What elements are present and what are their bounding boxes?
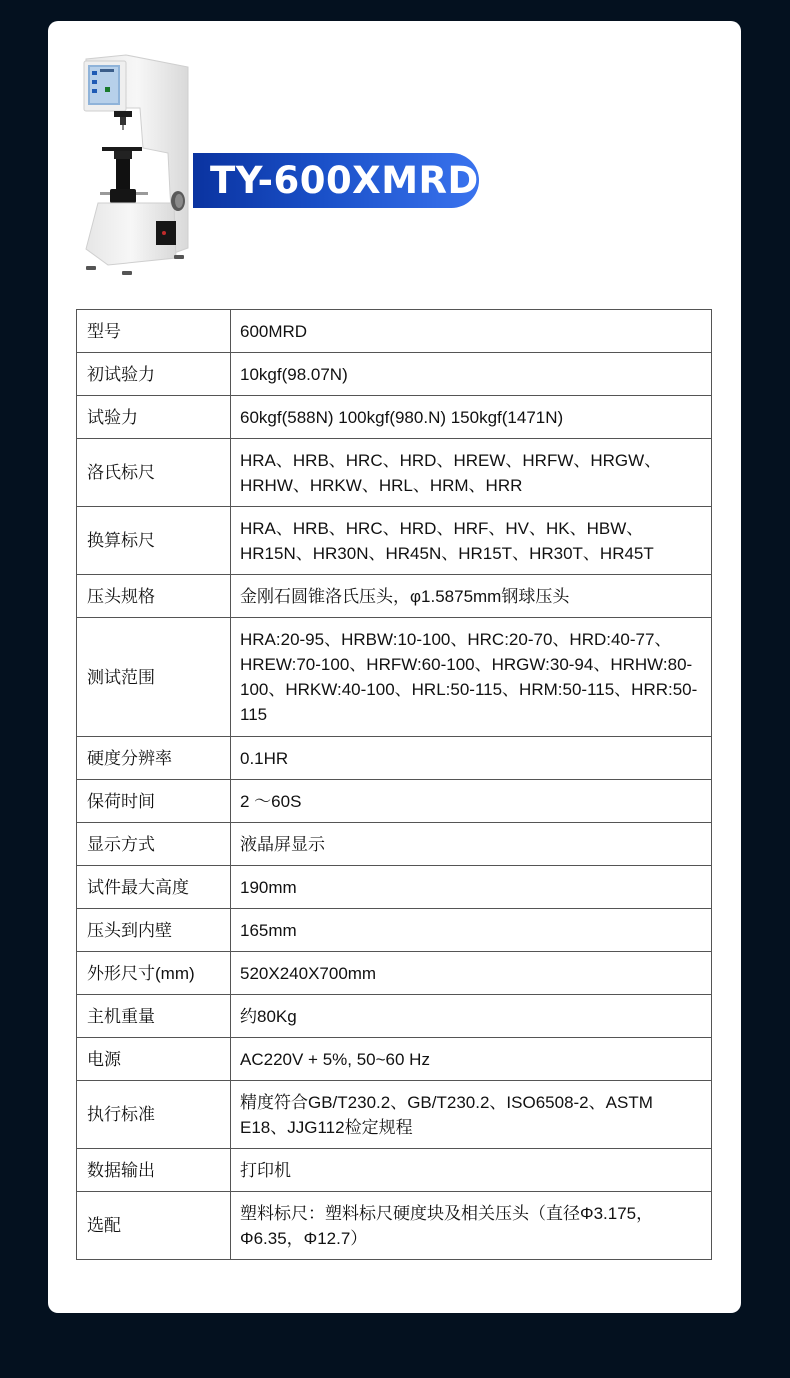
spec-label: 执行标准 xyxy=(77,1081,231,1149)
table-row xyxy=(77,353,712,396)
table-row xyxy=(77,575,712,618)
spec-label: 保荷时间 xyxy=(77,780,231,823)
spec-value: 10kgf(98.07N) xyxy=(231,353,712,396)
spec-label: 试件最大高度 xyxy=(77,866,231,909)
spec-label: 数据输出 xyxy=(77,1149,231,1192)
table-row xyxy=(77,618,712,737)
table-row xyxy=(77,909,712,952)
table-row xyxy=(77,396,712,439)
spec-value: 液晶屏显示 xyxy=(231,823,712,866)
table-row xyxy=(77,737,712,780)
table-row xyxy=(77,1081,712,1149)
table-row xyxy=(77,1038,712,1081)
spec-label: 压头规格 xyxy=(77,575,231,618)
spec-label: 型号 xyxy=(77,310,231,353)
table-row xyxy=(77,823,712,866)
spec-label: 试验力 xyxy=(77,396,231,439)
spec-label: 电源 xyxy=(77,1038,231,1081)
spec-label: 显示方式 xyxy=(77,823,231,866)
spec-value: 精度符合GB/T230.2、GB/T230.2、ISO6508-2、ASTM E18、JJG112检定规程 xyxy=(231,1081,712,1149)
spec-value: HRA:20-95、HRBW:10-100、HRC:20-70、HRD:40-77、HREW:70-100、HRFW:60-100、HRGW:30-94、HRHW:80-100、HRKW:40-100、HRL:50-115、HRM:50-115、HRR:50-115 xyxy=(231,618,712,737)
spec-value: 165mm xyxy=(231,909,712,952)
spec-label: 测试范围 xyxy=(77,618,231,737)
spec-label: 初试验力 xyxy=(77,353,231,396)
spec-label: 压头到内壁 xyxy=(77,909,231,952)
table-row xyxy=(77,310,712,353)
spec-value: HRA、HRB、HRC、HRD、HRF、HV、HK、HBW、HR15N、HR30N、HR45N、HR15T、HR30T、HR45T xyxy=(231,507,712,575)
spec-value: 0.1HR xyxy=(231,737,712,780)
spec-value: 190mm xyxy=(231,866,712,909)
spec-value: AC220V + 5%, 50~60 Hz xyxy=(231,1038,712,1081)
spec-value: 600MRD xyxy=(231,310,712,353)
spec-label: 换算标尺 xyxy=(77,507,231,575)
hardness-tester-image xyxy=(78,53,203,278)
spec-value: HRA、HRB、HRC、HRD、HREW、HRFW、HRGW、HRHW、HRKW、HRL、HRM、HRR xyxy=(231,439,712,507)
spec-value: 约80Kg xyxy=(231,995,712,1038)
table-row xyxy=(77,1192,712,1260)
spec-label: 硬度分辨率 xyxy=(77,737,231,780)
spec-value: 60kgf(588N) 100kgf(980.N) 150kgf(1471N) xyxy=(231,396,712,439)
spec-label: 选配 xyxy=(77,1192,231,1260)
spec-label: 外形尺寸(mm) xyxy=(77,952,231,995)
spec-value: 2 ～60S xyxy=(231,780,712,823)
table-row xyxy=(77,866,712,909)
table-row xyxy=(77,507,712,575)
model-badge xyxy=(193,153,479,208)
table-row xyxy=(77,952,712,995)
spec-value: 打印机 xyxy=(231,1149,712,1192)
table-row xyxy=(77,995,712,1038)
spec-value: 金刚石圆锥洛氏压头，φ1.5875mm钢球压头 xyxy=(231,575,712,618)
spec-label: 洛氏标尺 xyxy=(77,439,231,507)
product-hero xyxy=(48,21,741,301)
specification-table xyxy=(76,309,712,1260)
table-row xyxy=(77,780,712,823)
product-card xyxy=(48,21,741,1313)
table-row xyxy=(77,439,712,507)
spec-value: 520X240X700mm xyxy=(231,952,712,995)
table-row xyxy=(77,1149,712,1192)
spec-label: 主机重量 xyxy=(77,995,231,1038)
model-name: TY-600XMRD xyxy=(210,159,479,202)
spec-value: 塑料标尺：塑料标尺硬度块及相关压头（直径Φ3.175，Φ6.35，Φ12.7） xyxy=(231,1192,712,1260)
